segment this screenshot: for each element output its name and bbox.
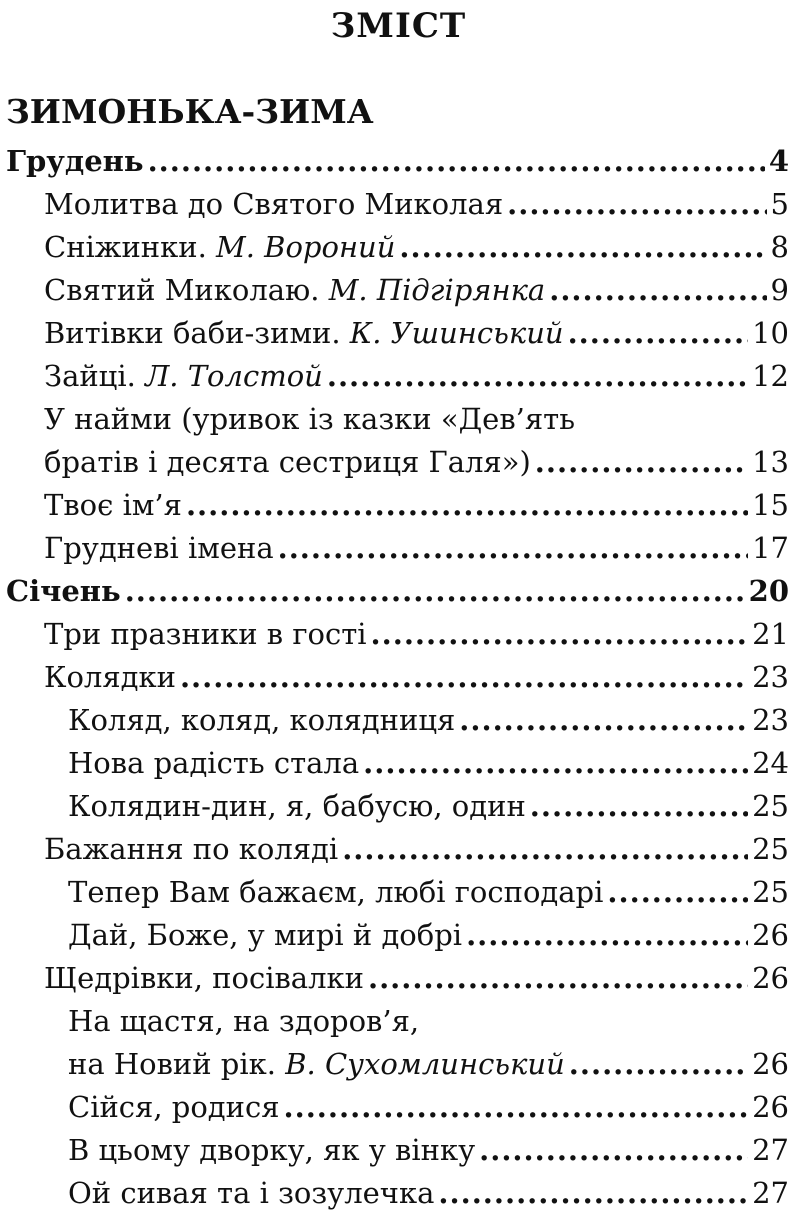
toc-entry xyxy=(0,570,797,613)
toc-entry xyxy=(0,355,797,398)
dot-leader xyxy=(186,484,748,527)
toc-entry-title xyxy=(68,871,603,914)
toc-entry-title-text: Грудневі імена xyxy=(44,531,274,565)
toc-entry-title-text: Твоє ім’я xyxy=(44,488,182,522)
toc-entry xyxy=(0,140,797,183)
toc-page-number: 23 xyxy=(752,703,789,737)
toc-entry-title xyxy=(44,656,176,699)
toc-entry-title xyxy=(44,226,395,269)
toc-entry xyxy=(0,527,797,570)
toc-entry-title xyxy=(6,570,121,613)
toc-entry-title xyxy=(68,914,462,957)
toc-page-number: 26 xyxy=(752,1047,789,1081)
toc-entry xyxy=(0,699,797,742)
toc-entry-line1 xyxy=(0,398,797,441)
toc-page-number: 25 xyxy=(752,832,789,866)
toc-entry xyxy=(0,957,797,1000)
toc-entry-author: М. Підгірянка xyxy=(328,273,546,307)
toc-entry-title-text: на Новий рік. xyxy=(68,1047,276,1081)
dot-leader xyxy=(549,269,766,312)
toc-entry-title xyxy=(68,785,526,828)
toc-entry-title-text: Щедрівки, посівалки xyxy=(44,961,364,995)
toc-entry-title-text: Святий Миколаю. xyxy=(44,273,320,307)
toc-entry-title xyxy=(68,742,359,785)
toc-entry-title-text: Зайці. xyxy=(44,359,136,393)
dot-leader xyxy=(363,742,748,785)
toc-entry-title xyxy=(44,484,182,527)
toc-entry-title xyxy=(44,312,564,355)
toc-entry xyxy=(0,871,797,914)
toc-entry xyxy=(0,656,797,699)
toc-page-number: 21 xyxy=(752,617,789,651)
toc-entry xyxy=(0,269,797,312)
toc-entry-title-text: Сійся, родися xyxy=(68,1090,280,1124)
toc-entry xyxy=(0,183,797,226)
section-title: ЗИМОНЬКА-ЗИМА xyxy=(6,92,374,131)
toc-entry xyxy=(0,1086,797,1129)
toc-entry-title xyxy=(68,1129,475,1172)
toc-entry-author: К. Ушинський xyxy=(349,316,564,350)
dot-leader xyxy=(148,140,765,183)
dot-leader xyxy=(125,570,745,613)
toc-page-number: 5 xyxy=(770,187,789,221)
toc-page-number: 8 xyxy=(770,230,789,264)
toc-entry-title-text: Колядки xyxy=(44,660,176,694)
toc-entry-title-text: Три празники в гості xyxy=(44,617,367,651)
toc-entry xyxy=(0,226,797,269)
toc-page-number: 24 xyxy=(752,746,789,780)
toc-entry-line1 xyxy=(0,1000,797,1043)
dot-leader xyxy=(535,441,748,484)
toc-page-number: 13 xyxy=(752,445,789,479)
toc-entry-title-text: Січень xyxy=(6,574,121,608)
dot-leader xyxy=(399,226,766,269)
page-title: ЗМІСТ xyxy=(330,6,467,46)
toc-entry-title-text: Ой сивая та і зозулечка xyxy=(68,1176,435,1210)
dot-leader xyxy=(479,1129,748,1172)
dot-leader xyxy=(342,828,748,871)
toc-entry-title xyxy=(44,441,531,484)
toc-entry-title-text: Сніжинки. xyxy=(44,230,207,264)
dot-leader xyxy=(180,656,748,699)
toc-entry xyxy=(0,914,797,957)
dot-leader xyxy=(507,183,766,226)
dot-leader xyxy=(438,1172,748,1215)
toc-page-number: 12 xyxy=(752,359,789,393)
toc-page-number: 26 xyxy=(752,961,789,995)
toc-entry-title xyxy=(44,527,274,570)
toc-entry-title xyxy=(68,699,455,742)
toc-entry-title-text: В цьому дворку, як у вінку xyxy=(68,1133,476,1167)
toc-page-number: 26 xyxy=(752,918,789,952)
dot-leader xyxy=(530,785,748,828)
toc-entry-title xyxy=(6,140,144,183)
toc-entry-title xyxy=(44,269,545,312)
toc-page-number: 15 xyxy=(752,488,789,522)
dot-leader xyxy=(284,1086,749,1129)
dot-leader xyxy=(327,355,748,398)
toc-page-number: 4 xyxy=(768,144,789,178)
dot-leader xyxy=(607,871,748,914)
toc-entry-title-text: Коляд, коляд, колядниця xyxy=(68,703,456,737)
toc-entry-title-line1: На щастя, на здоров’я, xyxy=(68,1004,420,1038)
toc-page-number: 27 xyxy=(752,1133,789,1167)
toc-entry xyxy=(0,828,797,871)
toc-entry-title xyxy=(44,828,338,871)
toc-entry-author: Л. Толстой xyxy=(145,359,323,393)
toc-page-number: 25 xyxy=(752,789,789,823)
toc-entry-title-line1: У найми (уривок із казки «Дев’ять xyxy=(44,402,575,436)
toc-page-number: 26 xyxy=(752,1090,789,1124)
toc-entry xyxy=(0,312,797,355)
toc-entry xyxy=(0,484,797,527)
toc-entry xyxy=(0,785,797,828)
toc-entry xyxy=(0,1129,797,1172)
toc-entry-title xyxy=(44,183,503,226)
toc-page-number: 20 xyxy=(748,574,789,608)
toc-entry-author: М. Вороний xyxy=(216,230,396,264)
toc-entry-title xyxy=(68,1172,434,1215)
toc-page-number: 27 xyxy=(752,1176,789,1210)
toc-entry-title xyxy=(44,957,364,1000)
toc-entry xyxy=(0,1172,797,1215)
toc-entry-author: В. Сухомлинський xyxy=(285,1047,565,1081)
toc-page-number: 25 xyxy=(752,875,789,909)
dot-leader xyxy=(466,914,748,957)
toc-entry-title-text: Молитва до Святого Миколая xyxy=(44,187,504,221)
toc-entry-title xyxy=(68,1043,565,1086)
toc-entry xyxy=(0,742,797,785)
dot-leader xyxy=(278,527,748,570)
toc-page-number: 10 xyxy=(752,316,789,350)
toc-entry-title-text: Бажання по коляді xyxy=(44,832,339,866)
dot-leader xyxy=(371,613,749,656)
toc-entry-title-text: Дай, Боже, у мирі й добрі xyxy=(68,918,463,952)
toc-entry-title-text: Грудень xyxy=(6,144,144,178)
toc-page-number: 9 xyxy=(770,273,789,307)
toc-entry xyxy=(0,613,797,656)
toc-page-number: 23 xyxy=(752,660,789,694)
toc-entry-title-text: Колядин-дин, я, бабусю, один xyxy=(68,789,526,823)
toc-entry xyxy=(0,1043,797,1086)
dot-leader xyxy=(568,312,749,355)
toc-entry-title xyxy=(44,613,367,656)
toc-entry-title xyxy=(68,1086,280,1129)
dot-leader xyxy=(368,957,748,1000)
dot-leader xyxy=(459,699,748,742)
toc-entry xyxy=(0,441,797,484)
toc-entry-title-text: Нова радість стала xyxy=(68,746,360,780)
table-of-contents xyxy=(0,140,797,1215)
toc-entry-title xyxy=(44,355,323,398)
toc-entry-title-text: Тепер Вам бажаєм, любі господарі xyxy=(68,875,604,909)
toc-entry-title-text: Витівки баби-зими. xyxy=(44,316,341,350)
toc-page-number: 17 xyxy=(752,531,789,565)
dot-leader xyxy=(569,1043,748,1086)
toc-entry-title-text: братів і десята сестриця Галя») xyxy=(44,445,531,479)
